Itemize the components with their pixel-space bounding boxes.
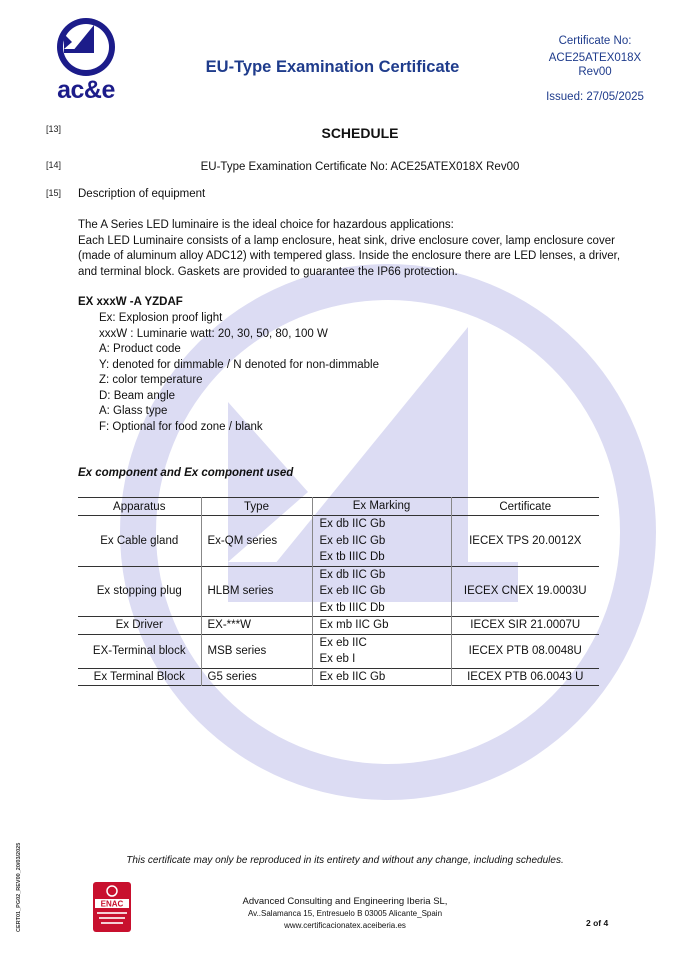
marking-line: Ex eb I bbox=[319, 653, 356, 665]
enac-label: ENAC bbox=[100, 899, 124, 909]
section-14-text: EU-Type Examination Certificate No: ACE25ATEX018X Rev00 bbox=[200, 161, 520, 173]
cell-type: Ex-QM series bbox=[201, 516, 312, 567]
cell-apparatus: EX-Terminal block bbox=[78, 634, 201, 668]
col-header-type: Type bbox=[201, 498, 312, 516]
cell-type: EX-***W bbox=[201, 617, 312, 635]
footer-address bbox=[200, 896, 490, 932]
components-table bbox=[78, 497, 599, 686]
schedule-title: SCHEDULE bbox=[321, 125, 399, 141]
table-row bbox=[78, 634, 599, 668]
cell-apparatus: Ex Terminal Block bbox=[78, 668, 201, 686]
description-p2-line3: and terminal block. Gaskets are provided to guarantee the IP66 protection. bbox=[78, 265, 458, 278]
col-header-certificate: Certificate bbox=[499, 500, 552, 513]
section-14-ref: [14] bbox=[46, 160, 62, 170]
table-row bbox=[78, 617, 599, 635]
cell-apparatus: Ex Cable gland bbox=[78, 516, 201, 567]
cell-certificate: IECEX SIR 21.0007U bbox=[470, 619, 581, 632]
cell-apparatus: Ex Driver bbox=[78, 617, 201, 635]
footer-note: This certificate may only be reproduced in its entirety and without any change, including schedules. bbox=[126, 855, 564, 866]
table-row bbox=[78, 566, 599, 617]
table-header-row bbox=[78, 498, 599, 516]
code-item: A: Product code bbox=[99, 343, 181, 355]
cell-marking bbox=[312, 634, 451, 668]
code-item: Y: denoted for dimmable / N denoted for non-dimmable bbox=[99, 358, 379, 371]
table-row bbox=[78, 516, 599, 567]
marking-line: Ex eb IIC bbox=[319, 636, 367, 649]
cell-marking bbox=[312, 668, 451, 686]
cell-marking bbox=[312, 516, 451, 567]
code-item: xxxW : Luminarie watt: 20, 30, 50, 80, 100 W bbox=[99, 327, 328, 340]
marking-line: Ex eb IIC Gb bbox=[319, 534, 386, 547]
cell-type: HLBM series bbox=[201, 566, 312, 617]
description-p1: The A Series LED luminaire is the ideal choice for hazardous applications: bbox=[78, 219, 454, 231]
code-item: Z: color temperature bbox=[99, 374, 203, 386]
code-title: EX xxxW -A YZDAF bbox=[78, 296, 183, 308]
code-item: A: Glass type bbox=[99, 405, 168, 417]
marking-line: Ex tb IIIC Db bbox=[319, 551, 385, 563]
col-header-ex-marking: Ex Marking bbox=[312, 498, 451, 516]
code-item: F: Optional for food zone / blank bbox=[99, 420, 263, 433]
certificate-label: Certificate No: bbox=[558, 35, 632, 47]
components-title: Ex component and Ex component used bbox=[78, 467, 294, 479]
certificate-number: ACE25ATEX018X bbox=[548, 52, 642, 64]
cell-certificate: IECEX PTB 06.0043 U bbox=[467, 670, 584, 683]
marking-line: Ex eb IIC Gb bbox=[319, 670, 386, 683]
description bbox=[78, 218, 638, 280]
marking-line: Ex db IIC Gb bbox=[319, 568, 386, 581]
marking-line: Ex eb IIC Gb bbox=[319, 585, 386, 597]
cell-certificate: IECEX CNEX 19.0003U bbox=[463, 585, 587, 598]
cell-marking bbox=[312, 617, 451, 635]
marking-line: Ex tb IIIC Db bbox=[319, 601, 385, 614]
cell-type: MSB series bbox=[201, 634, 312, 668]
footer-street: Av..Salamanca 15, Entresuelo B 03005 Alicante_Spain bbox=[247, 909, 443, 918]
form-code: CERT01_PG02_REV00_20/03/2025 bbox=[16, 842, 22, 932]
section-15-ref: [15] bbox=[46, 188, 62, 198]
form-code-wrap bbox=[16, 832, 26, 932]
code-list bbox=[99, 311, 379, 435]
cell-marking bbox=[312, 566, 451, 617]
issued-date: Issued: 27/05/2025 bbox=[546, 91, 644, 103]
description-p2-line1: Each LED Luminaire consists of a lamp enclosure, heat sink, drive enclosure cover, lamp enclosure cover bbox=[78, 234, 615, 247]
section-13-ref: [13] bbox=[46, 124, 62, 134]
header-title: EU-Type Examination Certificate bbox=[205, 58, 460, 76]
footer-website[interactable]: www.certificacionatex.aceiberia.es bbox=[284, 921, 406, 930]
enac-seal-icon bbox=[93, 882, 131, 932]
certificate-block bbox=[520, 33, 670, 106]
page-number: 2 of 4 bbox=[586, 918, 609, 928]
description-p2-line2: (made of aluminum alloy ADC12) with tempered glass. Inside the enclosure there are LED lenses, a driver, bbox=[78, 250, 621, 262]
cell-certificate: IECEX PTB 08.0048U bbox=[468, 645, 582, 657]
brand-name: ac&e bbox=[57, 76, 115, 104]
code-item: D: Beam angle bbox=[99, 389, 176, 402]
section-15-text: Description of equipment bbox=[78, 188, 206, 200]
certificate-revision: Rev00 bbox=[578, 66, 612, 78]
col-header-apparatus: Apparatus bbox=[78, 498, 201, 516]
cell-apparatus: Ex stopping plug bbox=[78, 566, 201, 617]
cell-type: G5 series bbox=[201, 668, 312, 686]
code-item: Ex: Explosion proof light bbox=[99, 312, 223, 324]
cell-certificate: IECEX TPS 20.0012X bbox=[469, 534, 582, 547]
table-row bbox=[78, 668, 599, 686]
marking-line: Ex mb IIC Gb bbox=[319, 619, 389, 631]
marking-line: Ex db IIC Gb bbox=[319, 518, 386, 530]
footer-company: Advanced Consulting and Engineering Iberia SL, bbox=[242, 896, 448, 907]
